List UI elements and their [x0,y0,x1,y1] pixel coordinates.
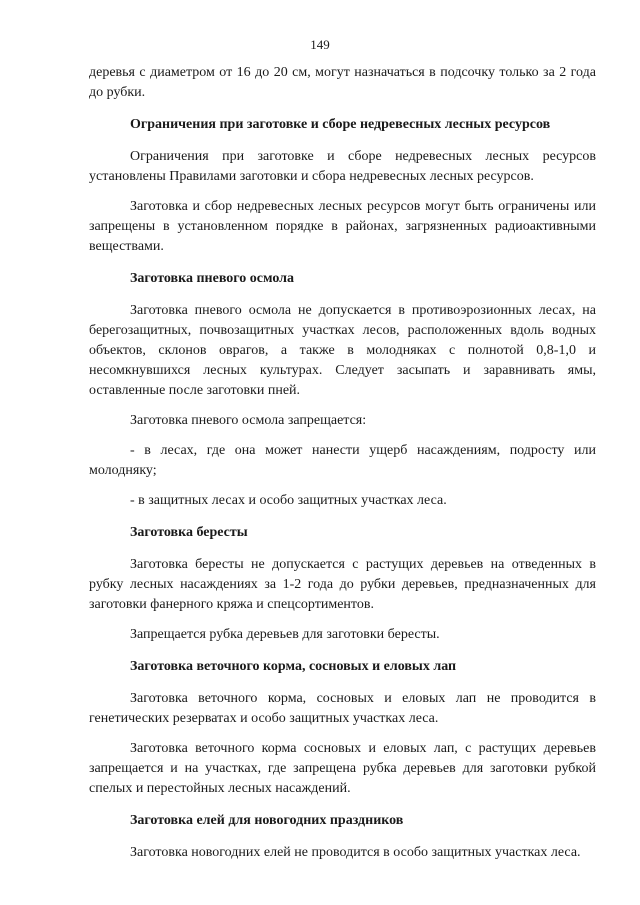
paragraph: Заготовка веточного корма сосновых и еловых лап, с растущих деревьев запрещается и на участках, где запрещена рубка деревьев для заготовки рубкой спелых и перестойных лесных насаждений. [89,741,596,796]
section-heading: Заготовка пневого осмола [130,271,295,286]
list-item: - в защитных лесах и особо защитных участках леса. [130,493,447,508]
paragraph: Заготовка новогодних елей не проводится в особо защитных участках леса. [130,845,581,860]
paragraph: Запрещается рубка деревьев для заготовки бересты. [130,627,440,642]
paragraph: Заготовка пневого осмола не допускается в противоэрозионных лесах, на берегозащитных, почвозащитных участках лесов, расположенных вдоль водных объектов, склонов оврагов, а также в молодняках с полнотой 0,8-1,0 и несомкнувшихся лесных культурах. Следует засыпать и заравнивать ямы, оставленные после заготовки пней. [89,303,596,398]
paragraph: Заготовка и сбор недревесных лесных ресурсов могут быть ограничены или запрещены в установленном порядке в районах, загрязненных радиоактивными веществами. [89,199,596,254]
paragraph: Заготовка пневого осмола запрещается: [130,413,367,428]
paragraph: Заготовка веточного корма, сосновых и еловых лап не проводится в генетических резерватах и особо защитных участках леса. [89,691,596,726]
section-heading: Заготовка елей для новогодних праздников [130,813,404,828]
document-body [89,63,596,863]
paragraph: Заготовка бересты не допускается с растущих деревьев на отведенных в рубку лесных насаждениях за 1-2 года до рубки деревьев, предназначенных для заготовки фанерного кряжа и спецсортиментов. [89,557,596,612]
paragraph: деревья с диаметром от 16 до 20 см, могут назначаться в подсочку только за 2 года до рубки. [89,65,596,100]
section-heading: Ограничения при заготовке и сборе недревесных лесных ресурсов [130,117,551,132]
section-heading: Заготовка бересты [130,525,248,540]
section-heading: Заготовка веточного корма, сосновых и еловых лап [130,659,457,674]
paragraph: Ограничения при заготовке и сборе недревесных лесных ресурсов установлены Правилами заготовки и сбора недревесных лесных ресурсов. [89,149,596,184]
list-item: - в лесах, где она может нанести ущерб насаждениям, подросту или молодняку; [89,443,596,478]
page-number: 149 [310,37,330,52]
